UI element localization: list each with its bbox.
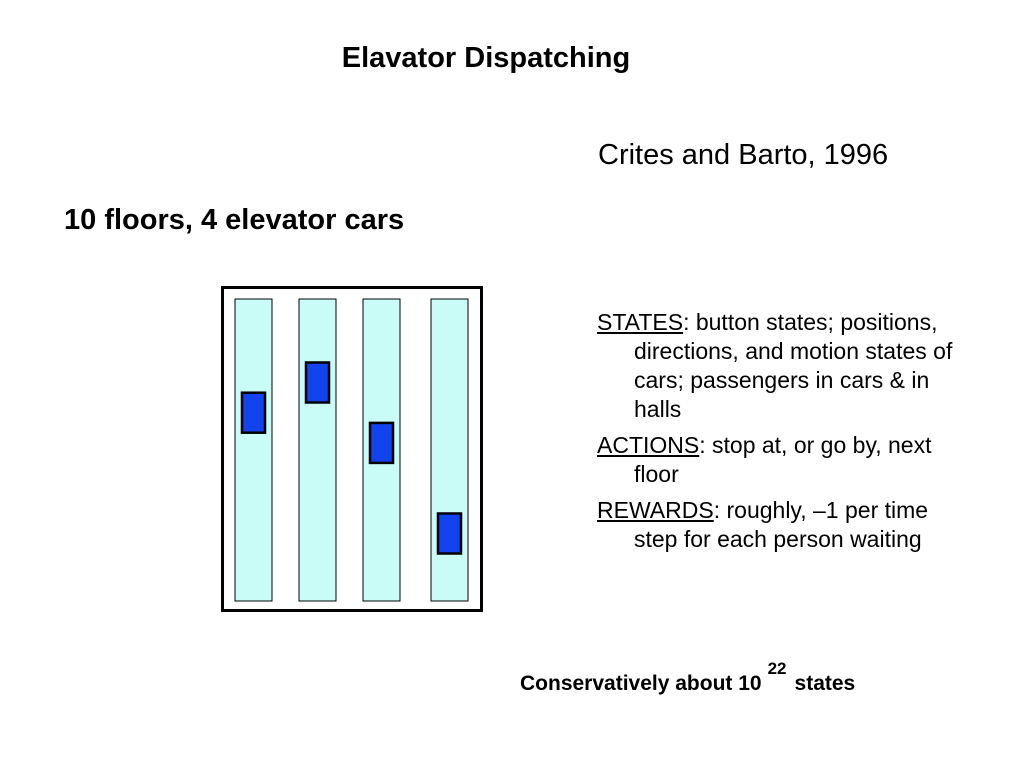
elevator-shaft (431, 299, 468, 601)
elevator-car-1 (242, 393, 265, 433)
bullet-text: : roughly, –1 per time step for each person waiting (634, 497, 929, 552)
actions-bullet (597, 431, 977, 489)
footer-exponent: 22 (767, 659, 787, 678)
elevator-car-3 (370, 423, 393, 463)
footer-prefix: Conservatively about 10 (520, 672, 762, 695)
slide-title: Elavator Dispatching (341, 42, 631, 74)
bullet-text: : button states; positions, directions, and motion states of cars; passengers in cars & in halls (634, 309, 953, 422)
citation: Crites and Barto, 1996 (598, 139, 889, 171)
elevator-car-4 (438, 514, 461, 554)
state-count-note (520, 659, 856, 696)
states-bullet (597, 308, 977, 424)
elevator-car-2 (306, 363, 329, 403)
rewards-bullet (597, 496, 977, 554)
bullet-term: REWARDS (597, 497, 714, 523)
elevator-shaft (299, 299, 336, 601)
elevator-diagram (221, 286, 483, 612)
state-action-reward-list (597, 308, 977, 561)
bullet-term: STATES (597, 309, 684, 335)
elevator-shaft (235, 299, 272, 601)
bullet-text: : stop at, or go by, next floor (634, 432, 932, 487)
footer-suffix: states (794, 672, 856, 695)
subtitle: 10 floors, 4 elevator cars (64, 204, 405, 236)
bullet-term: ACTIONS (597, 432, 700, 458)
